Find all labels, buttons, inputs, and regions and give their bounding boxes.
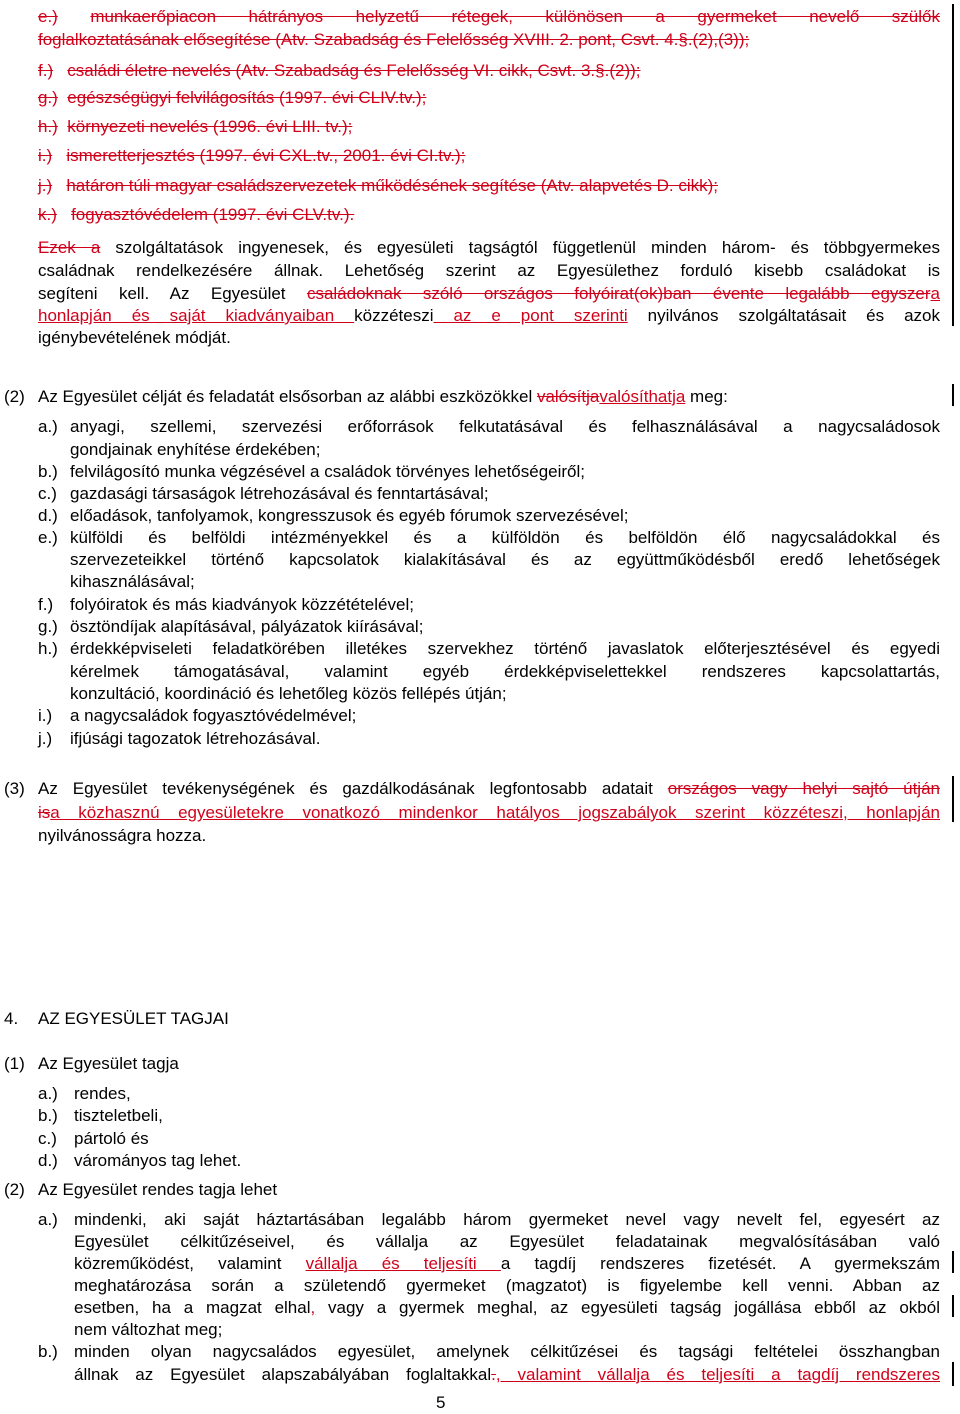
inserted-text: a közhasznú egyesületekre vonatkozó mindenkor hatályos jogszabályok szerint közzéteszi, honlapján bbox=[50, 803, 940, 822]
para-text: szolgáltatások ingyenesek, és egyesületi tagságtól függetlenül minden három- és többgyermekes bbox=[100, 238, 940, 257]
sec2-item-f-text: folyóiratok és más kiadványok közzétételével; bbox=[70, 595, 414, 614]
list-item-i bbox=[38, 145, 465, 167]
para1-line4 bbox=[38, 305, 940, 327]
section-3-line2 bbox=[38, 802, 940, 824]
sec2-item-g-label: g.) bbox=[38, 617, 58, 636]
list-item-g bbox=[38, 87, 426, 109]
para1-line3 bbox=[38, 283, 940, 305]
section-3-line3: nyilvánosságra hozza. bbox=[38, 826, 207, 845]
sec2-item-i-text: a nagycsaládok fogyasztóvédelmével; bbox=[70, 706, 357, 725]
inserted-text: vállalja és teljesíti bbox=[305, 1254, 501, 1273]
para-text: esetben, ha a magzat elhal bbox=[74, 1298, 311, 1317]
list-label: i.) bbox=[38, 146, 53, 165]
member-type-c-label: c.) bbox=[38, 1129, 57, 1148]
list-text: családi életre nevelés (Atv. Szabadság és Felelősség VI. cikk, Csvt. 3.§.(2)); bbox=[67, 61, 641, 80]
inserted-text: a bbox=[930, 284, 940, 303]
regular-b-line1: minden olyan nagycsaládos egyesület, amelynek célkitűzései és tagsági feltételei összhangban bbox=[74, 1342, 940, 1361]
member-type-c-text: pártoló és bbox=[74, 1129, 149, 1148]
sec2-item-c-text: gazdasági társaságok létrehozásával és fenntartásával; bbox=[70, 484, 489, 503]
regular-a-line5 bbox=[74, 1297, 940, 1319]
sec2-item-b-label: b.) bbox=[38, 462, 58, 481]
sec2-item-d-label: d.) bbox=[38, 506, 58, 525]
sec2-item-h-line3: konzultáció, koordináció és lehetőleg közös fellépés útján; bbox=[70, 684, 507, 703]
members-s1-number: (1) bbox=[4, 1054, 25, 1073]
inserted-text: , bbox=[310, 1298, 316, 1317]
para-text: Az Egyesület tevékenységének és gazdálkodásának legfontosabb adatait bbox=[38, 779, 668, 798]
deleted-text: valósítja bbox=[536, 387, 600, 406]
section-3-number: (3) bbox=[4, 779, 25, 798]
sec2-item-g-text: ösztöndíjak alapításával, pályázatok kiírásával; bbox=[70, 617, 424, 636]
regular-a-line2: Egyesület célkitűzéseivel, és vállalja az Egyesület feladatainak megvalósításában való bbox=[74, 1232, 940, 1251]
sec2-item-j-text: ifjúsági tagozatok létrehozásával. bbox=[70, 729, 321, 748]
list-label: g.) bbox=[38, 88, 58, 107]
inserted-text: honlapján és saját kiadványaiban bbox=[38, 306, 355, 325]
chapter-number: 4. bbox=[4, 1009, 19, 1028]
list-label: h.) bbox=[38, 117, 58, 136]
para-text: nyilvános szolgáltatásait és azok bbox=[627, 306, 941, 325]
para-text: közzéteszi bbox=[354, 306, 434, 325]
sec2-item-c-label: c.) bbox=[38, 484, 57, 503]
list-text: fogyasztóvédelem (1997. évi CLV.tv.). bbox=[71, 205, 355, 224]
sec2-item-e-label: e.) bbox=[38, 528, 58, 547]
list-item-f bbox=[38, 60, 641, 82]
change-bar bbox=[952, 4, 954, 326]
members-s1-title: Az Egyesület tagja bbox=[38, 1054, 179, 1073]
list-text: egészségügyi felvilágosítás (1997. évi CLIV.tv.); bbox=[67, 88, 427, 107]
deleted-text: országos vagy helyi sajtó útján bbox=[667, 779, 940, 798]
sec2-item-e-line3: kihasználásával; bbox=[70, 572, 195, 591]
list-text: határon túli magyar családszervezetek működésének segítése (Atv. alapvetés D. cikk); bbox=[66, 176, 718, 195]
list-label: k.) bbox=[38, 205, 57, 224]
para1-line2: családnak rendelkezésére állnak. Lehetőség szerint az Egyesülethez forduló kisebb családokat is bbox=[38, 261, 940, 280]
para-text: a tagdíj rendszeres fizetését. A gyermekszám bbox=[500, 1254, 940, 1273]
deleted-text: Ezek a bbox=[38, 238, 101, 257]
sec2-item-j-label: j.) bbox=[38, 729, 53, 748]
sec2-item-e-line2: szervezeteikkel történő kapcsolatok kialakításával és az együttműködésből eredő lehetőségek bbox=[70, 550, 940, 569]
para-text: vagy a gyermek meghal, az egyesületi tagság jogállása ebből az okból bbox=[315, 1298, 940, 1317]
change-bar bbox=[952, 1251, 954, 1273]
change-bar bbox=[952, 384, 954, 406]
list-text: munkaerőpiacon hátrányos helyzetű rétegek, különösen a gyermeket nevelő szülők bbox=[90, 7, 940, 26]
regular-a-label: a.) bbox=[38, 1210, 58, 1229]
list-text: ismeretterjesztés (1997. évi CXL.tv., 2001. évi CI.tv.); bbox=[66, 146, 466, 165]
para-text: segíteni kell. Az Egyesület bbox=[38, 284, 307, 303]
member-type-d-label: d.) bbox=[38, 1151, 58, 1170]
change-bar bbox=[952, 1295, 954, 1317]
regular-a-line1: mindenki, aki saját háztartásában legalább három gyermeket nevel vagy nevelt fel, egyesért az bbox=[74, 1210, 940, 1229]
change-bar bbox=[952, 776, 954, 822]
member-type-d-text: várományos tag lehet. bbox=[74, 1151, 242, 1170]
member-type-b-text: tiszteletbeli, bbox=[74, 1106, 163, 1125]
sec2-item-a-line1: anyagi, szellemi, szervezési erőforrások felkutatásával és felhasználásával a nagycsaládosok bbox=[70, 417, 940, 436]
list-item-j bbox=[38, 175, 718, 197]
sec2-item-i-label: i.) bbox=[38, 706, 53, 725]
list-label: f.) bbox=[38, 61, 54, 80]
deleted-text: . bbox=[491, 1365, 496, 1384]
regular-a-line4: meghatározása során a születendő gyermeket (magzatot) is figyelembe kell venni. Abban az bbox=[74, 1276, 940, 1295]
list-text: környezeti nevelés (1996. évi LIII. tv.); bbox=[67, 117, 353, 136]
sec2-item-a-label: a.) bbox=[38, 417, 58, 436]
member-type-a-label: a.) bbox=[38, 1084, 58, 1103]
regular-b-line2 bbox=[74, 1364, 940, 1386]
para1-line1 bbox=[38, 237, 940, 259]
list-label: j.) bbox=[38, 176, 53, 195]
sec2-item-h-line1: érdekképviseleti feladatkörében illetékes szervekhez történő javaslatok előterjesztésével és egyedi bbox=[70, 639, 940, 658]
list-item-e-line1 bbox=[38, 6, 940, 28]
sec2-item-e-line1: külföldi és belföldi intézményekkel és a külföldön és belföldön élő nagycsaládokkal és bbox=[70, 528, 940, 547]
para-text: állnak az Egyesület alapszabályában foglaltakkal bbox=[74, 1365, 492, 1384]
sec2-item-f-label: f.) bbox=[38, 595, 54, 614]
chapter-title: AZ EGYESÜLET TAGJAI bbox=[38, 1009, 229, 1028]
change-bar bbox=[952, 1362, 954, 1386]
members-s2-number: (2) bbox=[4, 1180, 25, 1199]
para-text: meg: bbox=[685, 387, 728, 406]
para-text: Az Egyesület célját és feladatát elsősorban az alábbi eszközökkel bbox=[38, 387, 537, 406]
sec2-item-d-text: előadások, tanfolyamok, kongresszusok és egyéb fórumok szervezésével; bbox=[70, 506, 629, 525]
list-item-k bbox=[38, 204, 354, 226]
member-type-a-text: rendes, bbox=[74, 1084, 131, 1103]
sec2-item-h-line2: kérelmek támogatásával, valamint egyéb érdekképviselettekkel rendszeres kapcsolattartás, bbox=[70, 662, 940, 681]
inserted-text: valósíthatja bbox=[599, 387, 686, 406]
deleted-text: is bbox=[38, 803, 51, 822]
para1-line5: igénybevételének módját. bbox=[38, 328, 231, 347]
member-type-b-label: b.) bbox=[38, 1106, 58, 1125]
section-3-line1 bbox=[38, 778, 940, 800]
list-label: e.) bbox=[38, 7, 58, 26]
regular-b-label: b.) bbox=[38, 1342, 58, 1361]
list-item-e-line2: foglalkoztatásának elősegítése (Atv. Szabadság és Felelősség XVIII. 2. pont, Csvt. 4.§.(2),(3)); bbox=[38, 30, 750, 49]
inserted-text: , valamint vállalja és teljesíti a tagdíj rendszeres bbox=[495, 1365, 940, 1384]
sec2-item-a-line2: gondjainak enyhítése érdekében; bbox=[70, 440, 321, 459]
section-2-number: (2) bbox=[4, 387, 25, 406]
deleted-text: családoknak szóló országos folyóirat(ok)ban évente legalább egyszer bbox=[306, 284, 931, 303]
section-2-lead bbox=[38, 386, 728, 408]
list-item-h bbox=[38, 116, 352, 138]
regular-a-line3 bbox=[74, 1253, 940, 1275]
page-number: 5 bbox=[436, 1393, 446, 1412]
para-text: közreműködést, valamint bbox=[74, 1254, 306, 1273]
inserted-text: az e pont szerinti bbox=[433, 306, 628, 325]
members-s2-title: Az Egyesület rendes tagja lehet bbox=[38, 1180, 278, 1199]
sec2-item-h-label: h.) bbox=[38, 639, 58, 658]
sec2-item-b-text: felvilágosító munka végzésével a családok törvényes lehetőségeiről; bbox=[70, 462, 586, 481]
regular-a-line6: nem változhat meg; bbox=[74, 1320, 223, 1339]
